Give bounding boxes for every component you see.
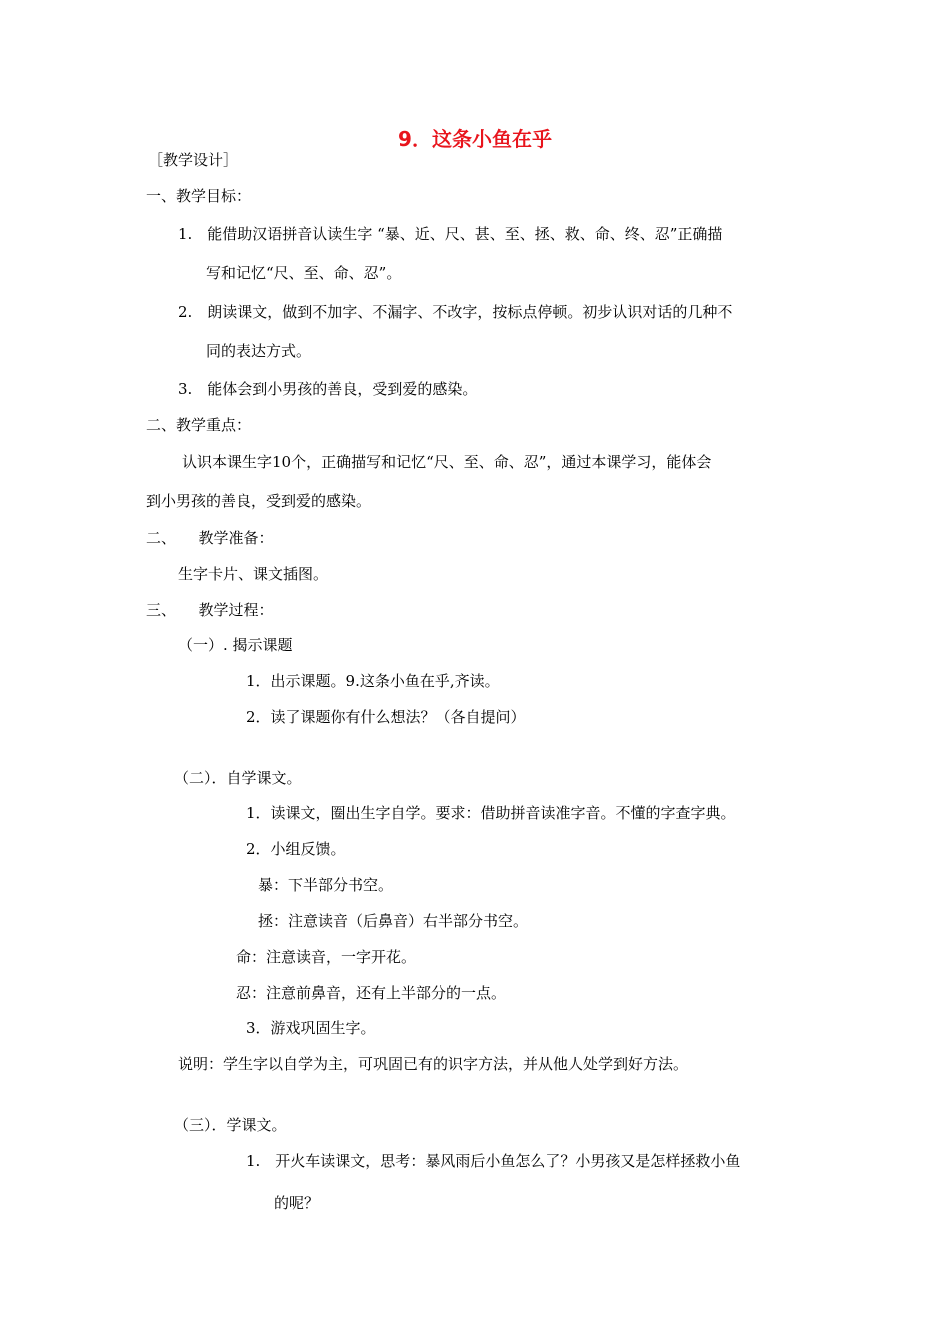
step-3-item-1-continued: 的呢？ — [274, 1194, 320, 1212]
heading-process: 三、 教学过程： — [146, 601, 274, 619]
step-2-heading: （二）．自学课文。 — [174, 769, 302, 787]
step-1-heading: （一）. 揭示课题 — [178, 636, 293, 654]
step-2-item-2: 2．小组反馈。 — [246, 840, 346, 858]
heading-key-points: 二、教学重点： — [146, 416, 252, 434]
heading-teaching-goals: 一、教学目标： — [146, 187, 252, 205]
step-1-item-2: 2．读了课题你有什么想法？（各自提问） — [246, 708, 526, 726]
char-note-ming: 命：注意读音，一字开花。 — [236, 948, 417, 966]
preparation-text: 生字卡片、课文插图。 — [178, 565, 329, 583]
step-3-heading: （三）．学课文。 — [174, 1116, 287, 1134]
step-2-item-3: 3．游戏巩固生字。 — [246, 1019, 376, 1037]
goal-item-2-continued: 同的表达方式。 — [206, 342, 312, 360]
section-label-design: ［教学设计］ — [148, 151, 239, 169]
step-1-item-1: 1．出示课题。9.这条小鱼在乎,齐读。 — [246, 672, 500, 690]
goal-item-2: 2. 朗读课文，做到不加字、不漏字、不改字，按标点停顿。初步认识对话的几种不 — [178, 303, 733, 321]
goal-item-1-continued: 写和记忆“尺、至、命、忍”。 — [206, 264, 402, 282]
key-points-paragraph-continued: 到小男孩的善良，受到爱的感染。 — [146, 492, 372, 510]
step-3-item-1: 1. 开火车读课文，思考：暴风雨后小鱼怎么了？小男孩又是怎样拯救小鱼 — [246, 1152, 741, 1170]
explanation-note: 说明：学生字以自学为主，可巩固已有的识字方法，并从他人处学到好方法。 — [178, 1055, 689, 1073]
page-title: 9．这条小鱼在乎 — [398, 127, 552, 151]
goal-item-3: 3. 能体会到小男孩的善良，受到爱的感染。 — [178, 380, 478, 398]
key-points-paragraph: 认识本课生字10个，正确描写和记忆“尺、至、命、忍”，通过本课学习，能体会 — [182, 453, 712, 471]
char-note-ren: 忍：注意前鼻音，还有上半部分的一点。 — [236, 984, 507, 1002]
char-note-bao: 暴：下半部分书空。 — [258, 876, 394, 894]
heading-preparation: 二、 教学准备： — [146, 529, 274, 547]
goal-item-1: 1. 能借助汉语拼音认读生字 “暴、近、尺、甚、至、拯、救、命、终、忍”正确描 — [178, 225, 723, 243]
char-note-zheng: 拯：注意读音（后鼻音）右半部分书空。 — [258, 912, 529, 930]
step-2-item-1: 1．读课文，圈出生字自学。要求：借助拼音读准字音。不懂的字查字典。 — [246, 804, 736, 822]
